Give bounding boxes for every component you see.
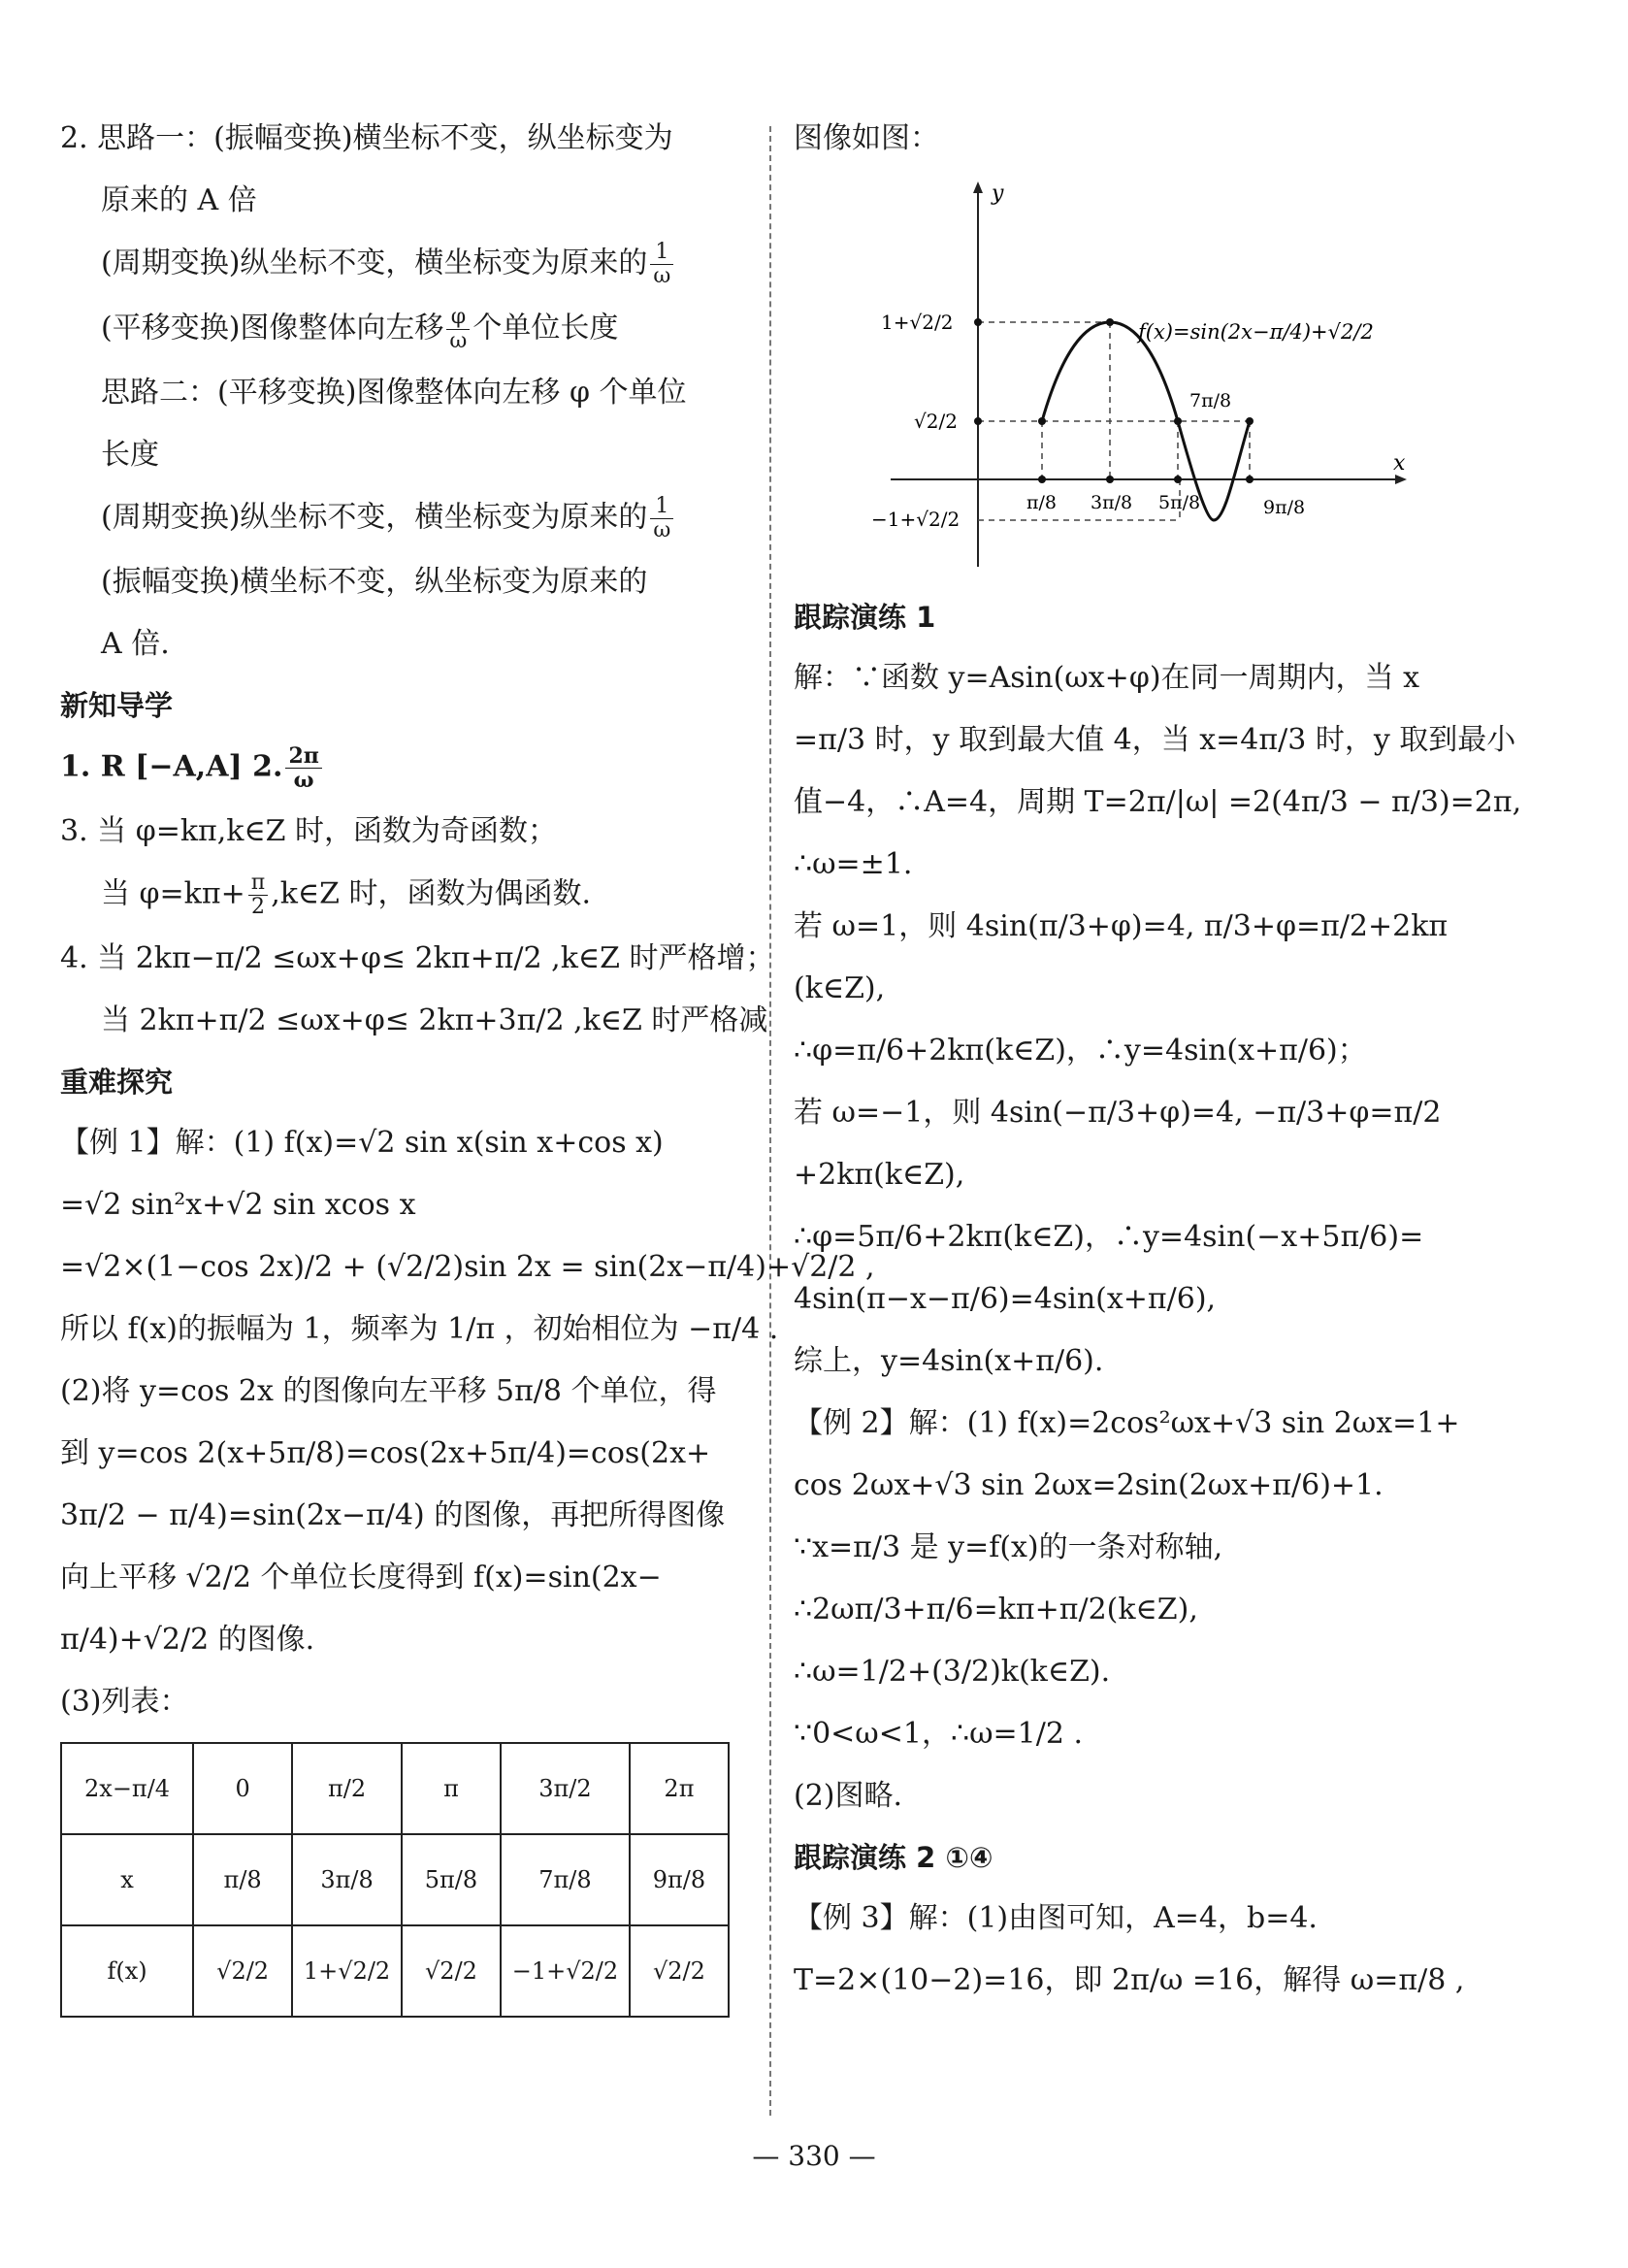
practice-1-line-8: 若 ω=−1，则 4sin(−π/3+φ)=4, −π/3+φ=π/2 [794, 1096, 1442, 1130]
text: (平移变换)图像整体向左移 [101, 311, 444, 345]
x-tick-label: 9π/8 [1263, 497, 1306, 518]
x-tick-label: 7π/8 [1189, 390, 1232, 411]
table-cell: 2x−π/4 [61, 1743, 193, 1834]
example-1-line-7: 3π/2 − π/4)=sin(2x−π/4) 的图像，再把所得图像 [60, 1498, 726, 1532]
table-cell: √2/2 [402, 1925, 501, 2017]
answer-2-line-5: 思路二：(平移变换)图像整体向左移 φ 个单位 [101, 376, 687, 410]
example-2-line-5: ∴ω=1/2+(3/2)k(k∈Z). [794, 1655, 1111, 1689]
text: ,k∈Z 时，函数为偶函数. [271, 876, 592, 911]
new-knowledge-3a: 3. 当 φ=kπ,k∈Z 时，函数为奇函数； [60, 814, 558, 848]
x-axis-label: x [1393, 451, 1406, 476]
example-1-line-5: (2)将 y=cos 2x 的图像向左平移 5π/8 个单位，得 [60, 1374, 717, 1408]
fraction: $\frac{\pi}{2}$ [248, 871, 268, 919]
example-2-line-3: ∵x=π/3 是 y=f(x)的一条对称轴, [794, 1530, 1223, 1564]
table-row [61, 1925, 729, 2017]
fraction: $\frac{1}{\omega}$ [650, 495, 673, 542]
table-cell: 0 [193, 1743, 292, 1834]
text: (周期变换)纵坐标不变，横坐标变为原来的 [101, 500, 648, 535]
table-cell: 3π/2 [501, 1743, 630, 1834]
table-cell: 9π/8 [630, 1834, 729, 1925]
page-number: — 330 — [752, 2140, 876, 2172]
practice-1-line-7: ∴φ=π/6+2kπ(k∈Z)，∴y=4sin(x+π/6)； [794, 1034, 1367, 1068]
section-heading-new-knowledge: 新知导学 [60, 689, 174, 722]
table-cell: π/8 [193, 1834, 292, 1925]
table-row [61, 1743, 729, 1834]
answer-2-line-8: (振幅变换)横坐标不变，纵坐标变为原来的 [101, 565, 648, 599]
section-heading-key-problems: 重难探究 [60, 1066, 174, 1099]
table-cell: 3π/8 [292, 1834, 402, 1925]
x-tick-label: π/8 [1026, 492, 1057, 513]
point [1246, 476, 1254, 483]
new-knowledge-3b [60, 871, 739, 919]
table-cell: π [402, 1743, 501, 1834]
function-graph [871, 179, 1415, 576]
point [974, 417, 982, 425]
answer-2-line-4 [60, 306, 739, 353]
point [1038, 476, 1046, 483]
graph-svg [871, 179, 1415, 576]
answer-2-line-2: 原来的 A 倍 [101, 183, 257, 217]
example-2-line-7: (2)图略. [794, 1779, 903, 1813]
fraction: $\frac{2\pi}{\omega}$ [285, 744, 321, 792]
answer-2-line-3 [60, 241, 739, 288]
value-table [60, 1742, 730, 2018]
column-divider [769, 126, 771, 2116]
new-knowledge-4a: 4. 当 2kπ−π/2 ≤ωx+φ≤ 2kπ+π/2 ,k∈Z 时严格增； [60, 941, 775, 975]
new-knowledge-1-2 [60, 744, 739, 792]
example-1-line-10: (3)列表： [60, 1685, 189, 1719]
table-cell: 1+√2/2 [292, 1925, 402, 2017]
practice-1-line-5: 若 ω=1，则 4sin(π/3+φ)=4, π/3+φ=π/2+2kπ [794, 909, 1449, 943]
x-tick-label: 3π/8 [1091, 492, 1133, 513]
example-1-line-1: 【例 1】解：(1) f(x)=√2 sin x(sin x+cos x) [60, 1126, 664, 1160]
point [1246, 417, 1254, 425]
fraction: $\frac{1}{\omega}$ [650, 241, 673, 288]
y-axis-label: y [992, 181, 1004, 206]
y-tick-label: −1+√2/2 [871, 508, 961, 531]
practice-1-line-12: 综上，y=4sin(x+π/6). [794, 1344, 1104, 1378]
example-3-line-1: 【例 3】解：(1)由图可知，A=4，b=4. [794, 1901, 1318, 1935]
table-cell: −1+√2/2 [501, 1925, 630, 2017]
practice-1-line-2: =π/3 时，y 取到最大值 4，当 x=4π/3 时，y 取到最小 [794, 723, 1516, 757]
graph-intro: 图像如图： [794, 121, 939, 155]
text: 当 φ=kπ+ [101, 876, 245, 911]
text: (周期变换)纵坐标不变，横坐标变为原来的 [101, 246, 648, 280]
table-cell: √2/2 [630, 1925, 729, 2017]
example-1-line-9: π/4)+√2/2 的图像. [60, 1623, 315, 1657]
practice-1-line-3: 值−4，∴A=4，周期 T=2π/|ω| =2(4π/3 − π/3)=2π, [794, 785, 1522, 819]
example-2-line-6: ∵0<ω<1，∴ω=1/2 . [794, 1717, 1084, 1751]
table-cell: √2/2 [193, 1925, 292, 2017]
table-row [61, 1834, 729, 1925]
point [974, 318, 982, 326]
function-label: f(x)=sin(2x−π/4)+√2/2 [1138, 320, 1374, 344]
table-cell: 2π [630, 1743, 729, 1834]
y-tick-label: √2/2 [914, 410, 958, 433]
answer-2-line-1: 2. 思路一：(振幅变换)横坐标不变，纵坐标变为 [60, 121, 673, 155]
point [1106, 318, 1114, 326]
table-cell: x [61, 1834, 193, 1925]
fraction: $\frac{\varphi}{\omega}$ [446, 306, 470, 353]
practice-1-line-1: 解：∵函数 y=Asin(ωx+φ)在同一周期内，当 x [794, 661, 1419, 695]
x-axis-arrow [1395, 475, 1407, 484]
example-2-line-4: ∴2ωπ/3+π/6=kπ+π/2(k∈Z), [794, 1593, 1198, 1627]
point [1106, 476, 1114, 483]
table-cell: 7π/8 [501, 1834, 630, 1925]
point [1174, 476, 1182, 483]
y-axis-arrow [973, 181, 983, 193]
example-1-line-2: =√2 sin²x+√2 sin xcos x [60, 1188, 416, 1222]
point [1038, 417, 1046, 425]
answer-2-line-9: A 倍. [101, 627, 170, 661]
table-cell: π/2 [292, 1743, 402, 1834]
practice-1-line-9: +2kπ(k∈Z), [794, 1158, 965, 1192]
practice-1-line-6: (k∈Z), [794, 971, 886, 1005]
table-cell: f(x) [61, 1925, 193, 2017]
table-cell: 5π/8 [402, 1834, 501, 1925]
x-tick-label: 5π/8 [1158, 492, 1201, 513]
text: 1. R [−A,A] 2. [60, 749, 283, 784]
section-heading-practice-2: 跟踪演练 2 ①④ [794, 1841, 993, 1874]
right-column [794, 116, 1522, 2021]
answer-2-line-6: 长度 [101, 438, 159, 472]
text: 个单位长度 [472, 311, 619, 345]
example-1-line-3: =√2×(1−cos 2x)/2 + (√2/2)sin 2x = sin(2x−π/4)+√2/2 , [60, 1250, 875, 1284]
practice-1-line-4: ∴ω=±1. [794, 847, 913, 881]
y-tick-label: 1+√2/2 [881, 311, 954, 334]
example-1-line-6: 到 y=cos 2(x+5π/8)=cos(2x+5π/4)=cos(2x+ [60, 1436, 711, 1470]
practice-1-line-11: 4sin(π−x−π/6)=4sin(x+π/6), [794, 1282, 1217, 1316]
new-knowledge-4b: 当 2kπ+π/2 ≤ωx+φ≤ 2kπ+3π/2 ,k∈Z 时严格减 [101, 1003, 768, 1037]
section-heading-practice-1: 跟踪演练 1 [794, 601, 936, 634]
example-1-line-8: 向上平移 √2/2 个单位长度得到 f(x)=sin(2x− [60, 1561, 662, 1594]
answer-2-line-7 [60, 495, 739, 542]
example-2-line-2: cos 2ωx+√3 sin 2ωx=2sin(2ωx+π/6)+1. [794, 1468, 1384, 1502]
example-2-line-1: 【例 2】解：(1) f(x)=2cos²ωx+√3 sin 2ωx=1+ [794, 1406, 1460, 1440]
practice-1-line-10: ∴φ=5π/6+2kπ(k∈Z)，∴y=4sin(−x+5π/6)= [794, 1220, 1424, 1254]
example-1-line-4: 所以 f(x)的振幅为 1，频率为 1/π ，初始相位为 −π/4 . [60, 1312, 779, 1346]
example-3-line-2: T=2×(10−2)=16，即 2π/ω =16，解得 ω=π/8 , [794, 1963, 1465, 1997]
point [1174, 417, 1182, 425]
